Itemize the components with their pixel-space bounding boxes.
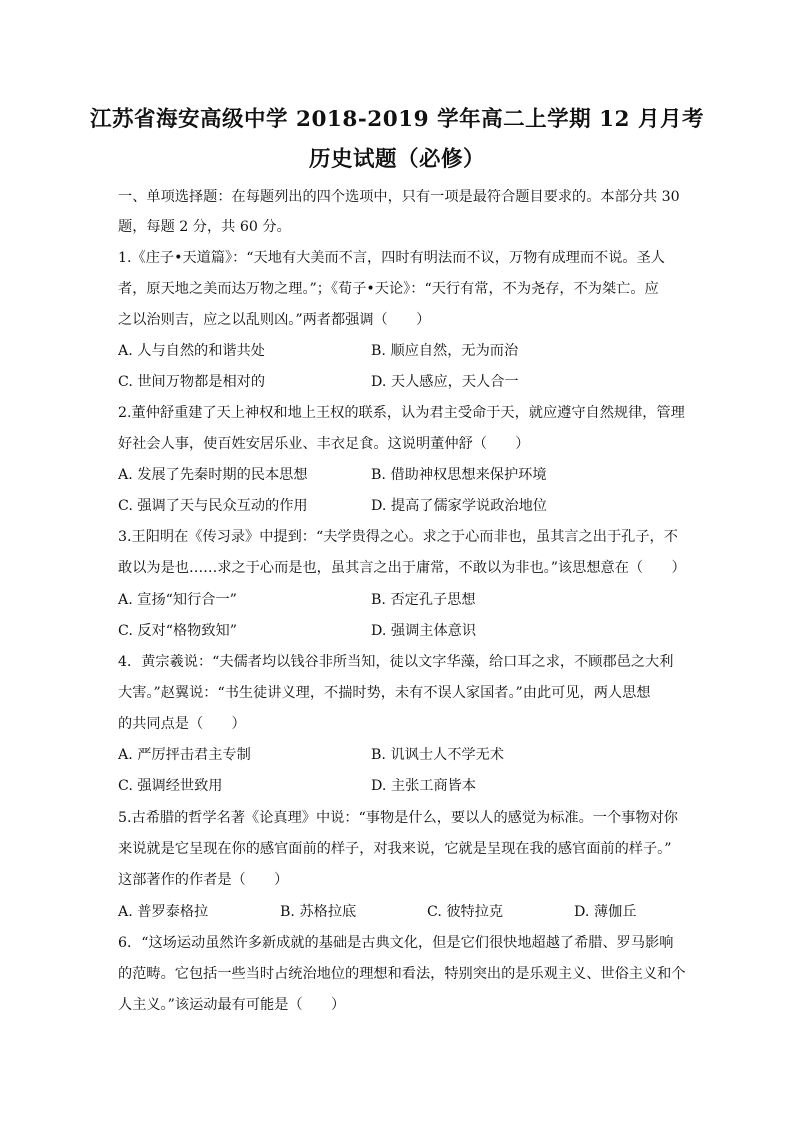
question-3-text: 3.王阳明在《传习录》中提到：“夫学贵得之心。求之于心而非也，虽其言之出于孔子，不 bbox=[118, 529, 678, 545]
question-2-text: 好社会人事，使百姓安居乐业、丰衣足食。这说明董仲舒（ ） bbox=[118, 436, 530, 452]
question-2-option-a: A. 发展了先秦时期的民本思想 bbox=[118, 467, 308, 483]
question-3-option-b: B. 否定孔子思想 bbox=[371, 592, 476, 608]
question-4-text: 的共同点是（ ） bbox=[118, 716, 246, 732]
question-6-text: 的范畴。它包括一些当时占统治地位的理想和看法，特别突出的是乐观主义、世俗主义和个 bbox=[118, 966, 686, 982]
question-1-option-b: B. 顺应自然，无为而治 bbox=[371, 343, 519, 359]
question-5-text: 5.古希腊的哲学名著《论真理》中说：“事物是什么，要以人的感觉为标准。一个事物对你 bbox=[118, 810, 678, 826]
question-4-option-c: C. 强调经世致用 bbox=[118, 778, 223, 794]
question-2-option-d: D. 提高了儒家学说政治地位 bbox=[371, 498, 547, 514]
question-3-text: 敢以为是也……求之于心而是也，虽其言之出于庸常，不敢以为非也。”该思想意在（ ） bbox=[118, 560, 686, 576]
question-3-option-c: C. 反对“格物致知” bbox=[118, 623, 238, 639]
question-4-text: 大害。”赵翼说：“书生徒讲义理，不揣时势，未有不误人家国者。”由此可见，两人思想 bbox=[118, 685, 651, 701]
question-6-text: 6．“这场运动虽然许多新成就的基础是古典文化，但是它们很快地超越了希腊、罗马影响 bbox=[118, 935, 674, 951]
exam-subtitle: 历史试题（必修） bbox=[308, 147, 485, 172]
question-1-text: 1.《庄子•天道篇》：“天地有大美而不言，四时有明法而不议，万物有成理而不说。圣人 bbox=[118, 250, 665, 266]
question-4-text: 4．黄宗羲说：“夫儒者均以钱谷非所当知，徒以文字华藻，给口耳之求，不顾郡邑之大利 bbox=[118, 654, 674, 670]
question-4-option-b: B. 讥讽士人不学无术 bbox=[371, 747, 504, 763]
question-1-option-c: C. 世间万物都是相对的 bbox=[118, 374, 266, 390]
question-5-option-c: C. 彼特拉克 bbox=[427, 904, 504, 920]
question-2-text: 2.董仲舒重建了天上神权和地上王权的联系，认为君主受命于天，就应遵守自然规律，管理 bbox=[118, 405, 685, 421]
exam-title: 江苏省海安高级中学 2018-2019 学年高二上学期 12 月月考 bbox=[90, 107, 704, 132]
question-5-text: 来说就是它呈现在你的感官面前的样子，对我来说，它就是呈现在我的感官面前的样子。” bbox=[118, 841, 672, 857]
question-5-option-d: D. 薄伽丘 bbox=[574, 904, 637, 920]
question-5-option-a: A. 普罗泰格拉 bbox=[118, 904, 209, 920]
question-5-text: 这部著作的作者是（ ） bbox=[118, 872, 289, 888]
question-1-text: 者，原天地之美而达万物之理。”；《荀子•天论》：“天行有常，不为尧存，不为桀亡。应 bbox=[118, 281, 659, 297]
question-4-option-a: A. 严厉抨击君主专制 bbox=[118, 747, 251, 763]
question-2-option-b: B. 借助神权思想来保护环境 bbox=[371, 467, 547, 483]
section-instruction: 一、单项选择题：在每题列出的四个选项中，只有一项是最符合题目要求的。本部分共 30 bbox=[118, 189, 680, 205]
question-1-option-d: D. 天人感应，天人合一 bbox=[371, 374, 519, 390]
question-6-text: 人主义。”该运动最有可能是（ ） bbox=[118, 997, 346, 1013]
question-1-option-a: A. 人与自然的和谐共处 bbox=[118, 343, 265, 359]
question-3-option-d: D. 强调主体意识 bbox=[371, 623, 477, 639]
question-3-option-a: A. 宣扬“知行合一” bbox=[118, 592, 237, 608]
question-4-option-d: D. 主张工商皆本 bbox=[371, 778, 477, 794]
question-5-option-b: B. 苏格拉底 bbox=[280, 904, 357, 920]
question-1-text: 之以治则吉，应之以乱则凶。”两者都强调（ ） bbox=[118, 312, 431, 328]
question-2-option-c: C. 强调了天与民众互动的作用 bbox=[118, 498, 308, 514]
section-instruction: 题，每题 2 分，共 60 分。 bbox=[118, 219, 291, 235]
